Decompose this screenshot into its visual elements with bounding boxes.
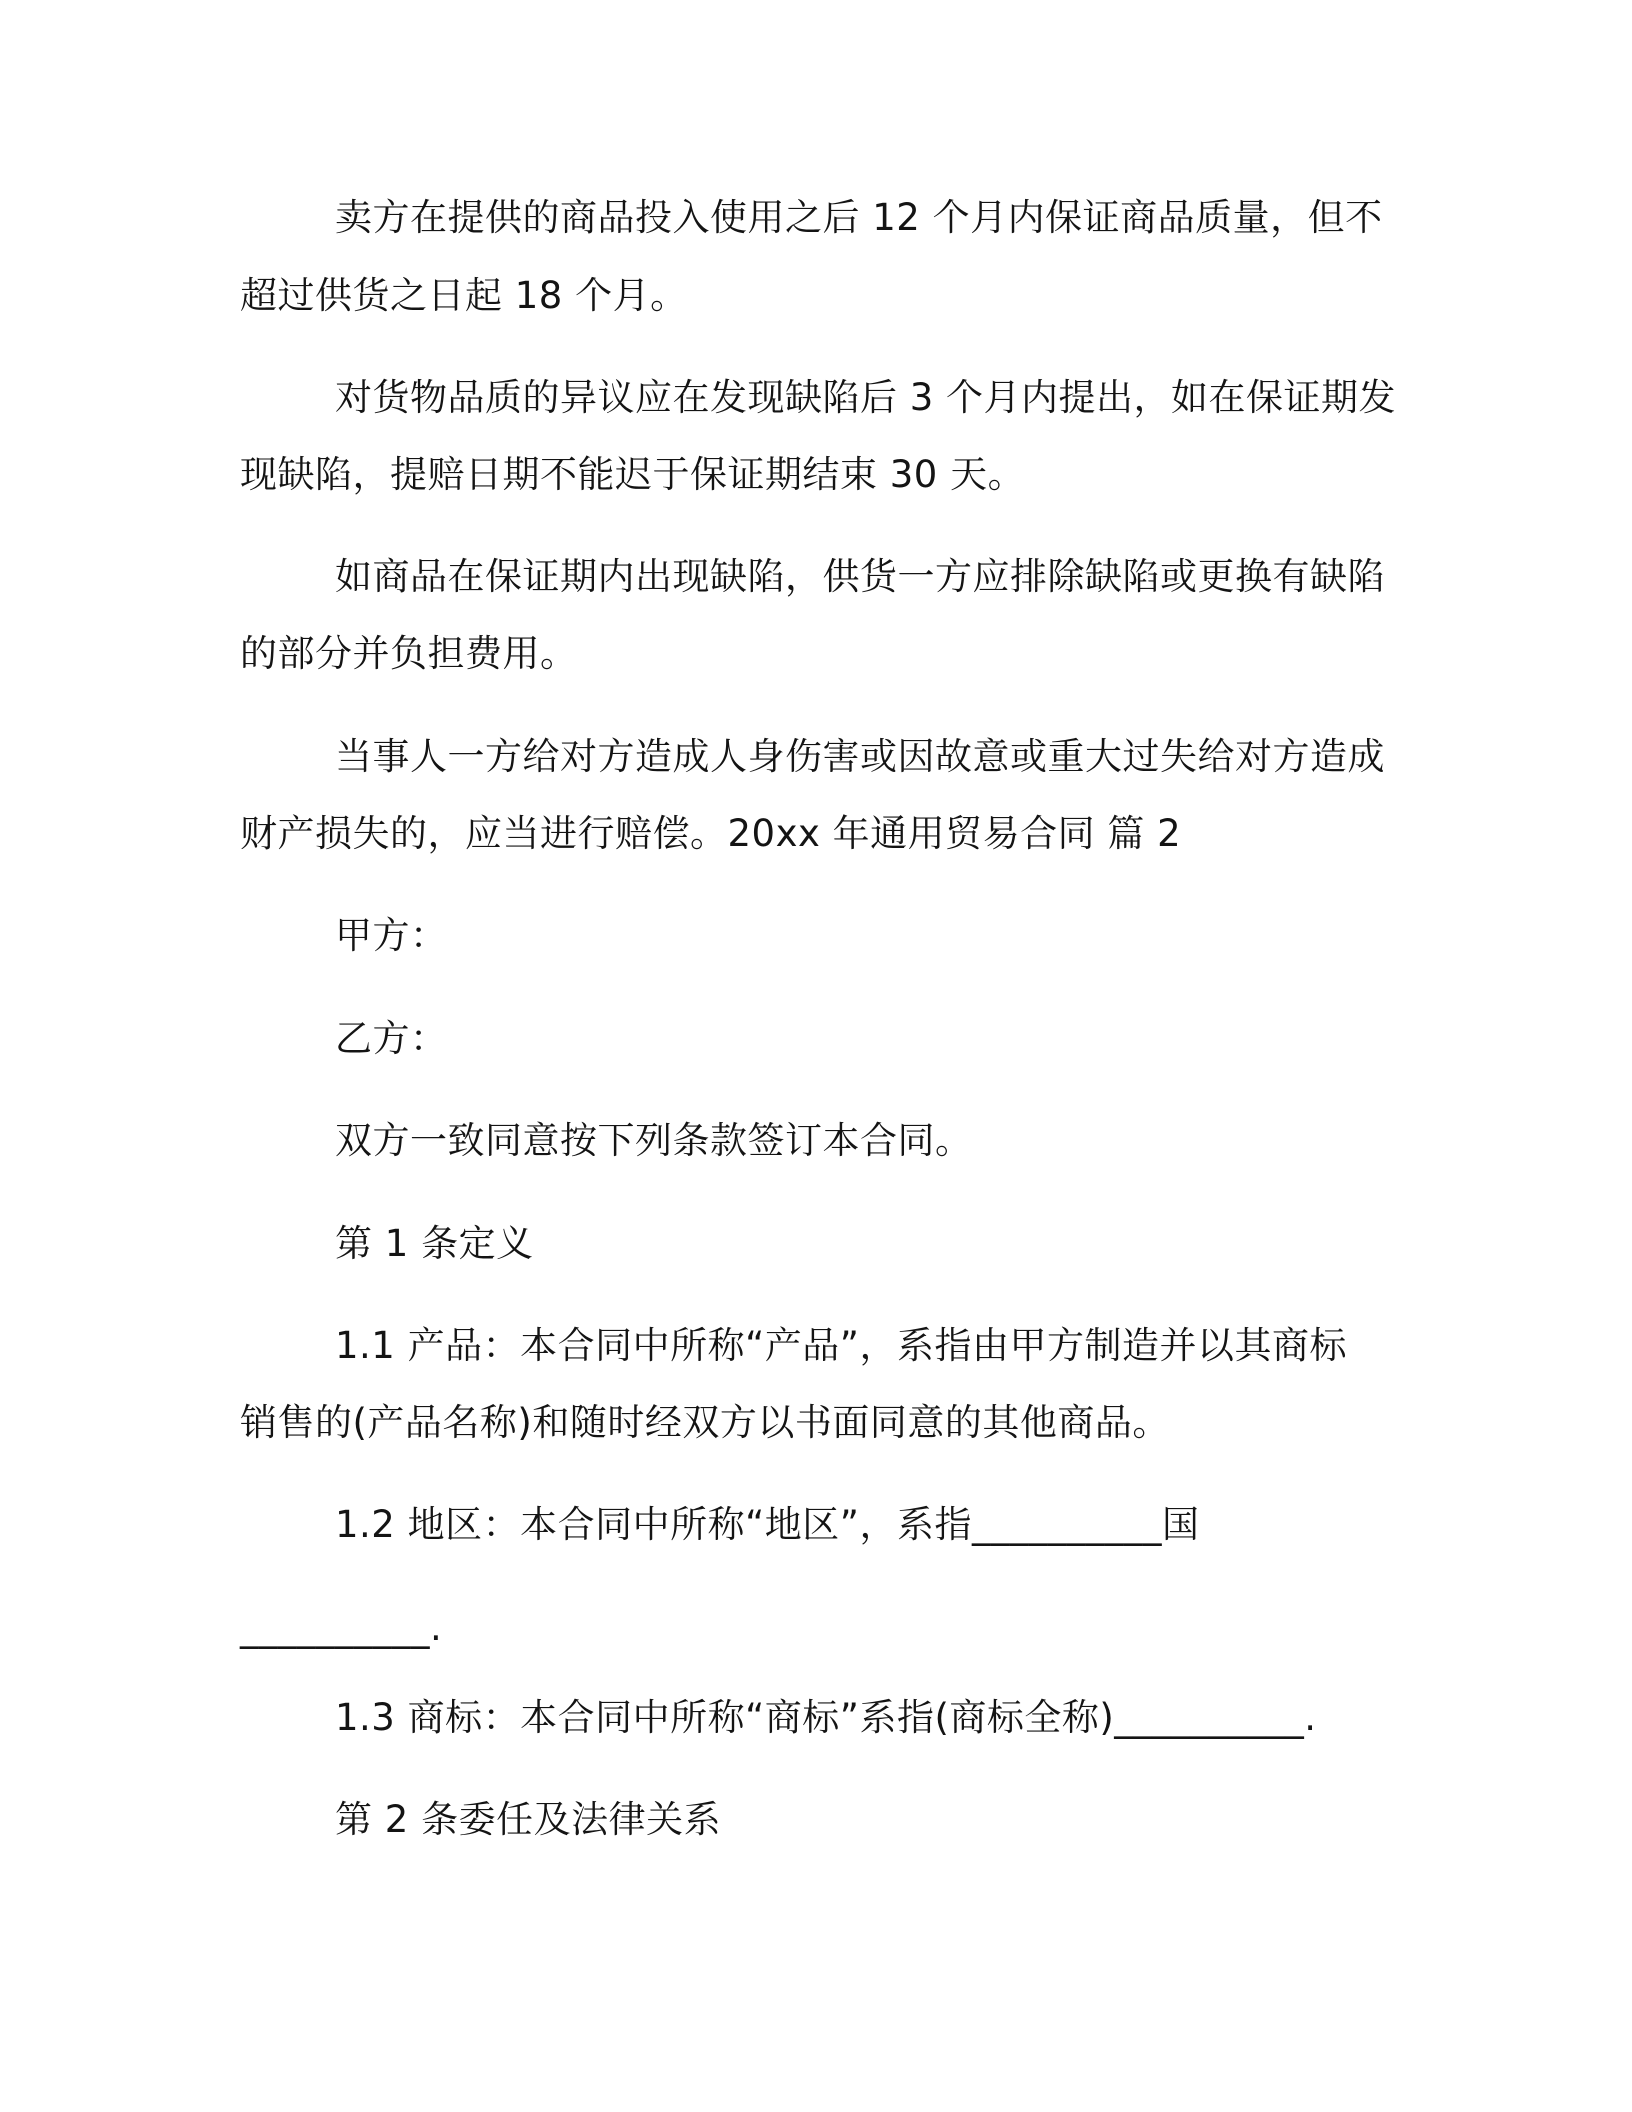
paragraph-defect-line-1: 如商品在保证期内出现缺陷，供货一方应排除缺陷或更换有缺陷 (335, 555, 1385, 598)
paragraph-defect-line-2: 的部分并负担费用。 (240, 632, 578, 675)
agreement-statement: 双方一致同意按下列条款签订本合同。 (335, 1119, 973, 1162)
article-2-heading: 第 2 条委任及法律关系 (335, 1798, 722, 1841)
clause-1-2-line-2: __________. (240, 1606, 443, 1649)
paragraph-warranty-line-1: 卖方在提供的商品投入使用之后 12 个月内保证商品质量，但不 (335, 196, 1383, 239)
clause-1-1-line-1: 1.1 产品：本合同中所称“产品”，系指由甲方制造并以其商标 (335, 1324, 1347, 1367)
party-a-label: 甲方： (335, 914, 448, 957)
clause-1-2-line-1: 1.2 地区：本合同中所称“地区”，系指__________国 (335, 1503, 1200, 1546)
paragraph-objection-line-2: 现缺陷，提赔日期不能迟于保证期结束 30 天。 (240, 453, 1026, 496)
article-1-heading: 第 1 条定义 (335, 1222, 534, 1265)
clause-1-3: 1.3 商标：本合同中所称“商标”系指(商标全称)__________. (335, 1696, 1317, 1739)
paragraph-objection-line-1: 对货物品质的异议应在发现缺陷后 3 个月内提出，如在保证期发 (335, 376, 1397, 419)
paragraph-compensation-line-2: 财产损失的，应当进行赔偿。20xx 年通用贸易合同 篇 2 (240, 812, 1182, 855)
clause-1-1-line-2: 销售的(产品名称)和随时经双方以书面同意的其他商品。 (240, 1401, 1170, 1444)
paragraph-compensation-line-1: 当事人一方给对方造成人身伤害或因故意或重大过失给对方造成 (335, 735, 1385, 778)
paragraph-warranty-line-2: 超过供货之日起 18 个月。 (240, 274, 688, 317)
party-b-label: 乙方： (335, 1017, 448, 1060)
